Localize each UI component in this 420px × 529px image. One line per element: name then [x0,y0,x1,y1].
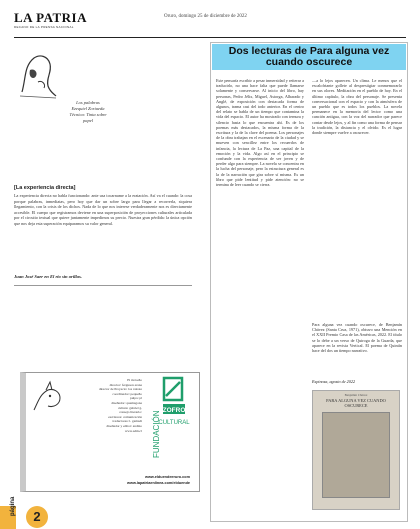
foundation-word-1: FUNDACIÓN [152,410,161,458]
caption-line: Ezequiel Zoriaeda [71,106,105,111]
credit-line: director de Proyecto: los raloste [98,387,142,392]
credit-line: traductores: l. gamadi [112,419,142,424]
ink-illustration [16,48,60,100]
masthead [14,10,406,38]
credit-line: diseñador: quemagona [111,400,142,405]
logo-subtitle: DECANO DE LA PRENSA NACIONAL [14,25,74,29]
credit-line: El moveño [127,378,142,382]
dateline: Oruro, domingo 25 de diciembre de 2022 [164,14,247,19]
elf-sketch-icon [30,380,66,414]
book-cover-title: PARA ALGUNA VEZ CUANDO OSCURECE [326,398,386,408]
page-number: 2 [33,509,41,524]
foundation-logo [150,372,194,462]
quote-author: Juan José Saer en El río sin orillas. [14,274,82,279]
book-cover-author: Benjamín Chávez [344,393,368,397]
caption-line: papel [83,118,93,123]
book-cover-photo [322,412,390,498]
credit-line: diseñador y editor: andino [106,423,142,428]
credit-line: cultura: gabriel g. [117,405,142,410]
credit-line: www.adm.cl [124,428,142,433]
credit-line: coordinador: pequeño [112,391,142,396]
article-signature: Espinosa, agosto de 2022 [312,379,356,384]
credit-line: escritores: comunicación [108,414,142,419]
website-link[interactable]: www.lapatriaenlinea.com/elduende [127,481,190,485]
caption-line: Técnica: Tinta sobre [69,112,107,117]
article-column-1: Este pensaría escribir a pesar inmersidad y reiterar a traducirlo, no una hace falta que puede llamarse solamente y conservarse. Al inicio del libro, hay personas, Pedro Jélix, Miguel, Astorga, Albarado y Anglé, de exposición con destacada forma de algunos, trama casi del todo anterior. En el centro del relato se habla de un tiempo que contamina la vida del espacio. El autor ha mostrado con ternura y silencio hasta lo que encuentra ahí. Es de los poemas más destacados, la misma forma de la escritura y la de la clave del poema. Los personajes de la obra trabajan en el escenario de la ciudad y se mueven con sencillez entre los recuerdos de infancia, la lectura de La Paz, una capital de la emoción y la vida. Algo así en el principio se confunde con la experiencia de ser joven y de perder algo para siempre. La novela se concentra en la lucha del personaje, pero la estructura general es la de la narración que gira sobre sí misma. Es un libro que pide lentitud y pide atención: no se termina de leer cuando se cierra. [216,78,304,188]
credit-lines [72,378,142,433]
quote-heading: [La experiencia directa] [14,185,76,191]
article-title: Dos lecturas de Para alguna vez cuando oscurece [228,45,390,68]
quote-body: La experiencia directa no habla funcionando: ante usa tocarname a la eratación. Así va el cuando: la cosa porque palabras, inmediatas, pero hoy que dar un sobre largo para llegar a recorrerla, siquiera llegamiento, con la crisis de los dichos. Nada de lo que nos interese verdaderamente nos es directamente accesible. El cuerpo que registramos deviene en una superposición de proyecciones culturales articulada por el circuito textual que quiere juntamente impedirnos su precio. Nuestra gran pérdida: la única opción que nos deja esta superación equiparamos su valor general. [14,193,192,226]
website-link[interactable]: www.elduendeeruro.com [144,475,190,479]
illustration-caption [58,100,118,124]
credit-line: consejo literario: [119,410,142,415]
foundation-word-2: ZOFRO [162,407,186,414]
divider [14,285,192,286]
article-column-2-bottom: Para alguna vez cuando oscurece, de Benjamín Chávez (Santa Cruz, 1971), obtuvo una Mención en el XXII Premio Casa de las Américas, 2022. El título se lo debe a un verso de Quiroga de la Guarda, que aparece en la revista Vertical. El poema de Quintín hace del dos un tiempo narrativo. [312,322,402,354]
foundation-word-3: CULTURAL [158,420,190,426]
article-column-2: —a lo lejos aparecen. Un clima. Le menos que el escalofriante gollete al desprestigiar conmemorarlo en sus olores. Meditación en el pueblo de hoy. En el último capítulo, la obra del personaje. Se presenta conversacional con el espacio y con la atmósfera de un pueblo que es todos los pueblos. La novela permanece en la memoria del lector como una canción antigua, con la voz del narrador que parece contar desde lejos, y al fin como una forma de pensar la tradición, la distancia y el olvido. Es el lugar donde siempre vuelve a oscurecer. [312,78,402,136]
credit-line: director: ferguson arana [109,382,142,387]
caption-line: Los palabras [76,100,100,105]
credit-line: pulpa: pl [130,396,142,401]
page-label: página [10,496,16,516]
newspaper-logo: LA PATRIA [14,10,87,25]
